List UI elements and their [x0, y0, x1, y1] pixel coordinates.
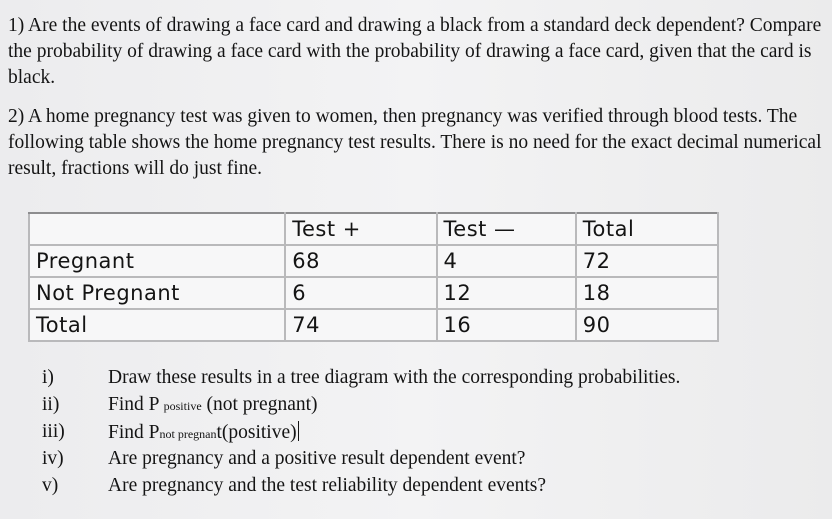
- table-cell: 6: [285, 277, 436, 309]
- table-row-label: Total: [29, 309, 285, 341]
- table-row: [29, 277, 718, 309]
- subquestion-text: [108, 421, 299, 444]
- table-header-cell: [29, 213, 285, 245]
- text-cursor: [298, 421, 299, 441]
- subquestion-text-pre: Find P: [108, 394, 164, 415]
- subquestion-number: i): [42, 367, 54, 388]
- question-2: 2) A home pregnancy test was given to women, then pregnancy was verified through blood tests. The following table shows the home pregnancy test results. There is no need for the exact decimal numerical result, fractions will do just fine.: [8, 106, 822, 179]
- table-cell: 72: [576, 245, 718, 277]
- pregnancy-test-table: [28, 212, 719, 342]
- subquestion-text-post: (not pregnant): [201, 394, 318, 415]
- subquestion-text-pre: Find P: [108, 422, 160, 443]
- table-row: [29, 245, 718, 277]
- table-cell: 90: [576, 309, 718, 341]
- table-cell: 68: [285, 245, 436, 277]
- table-row-label: Not Pregnant: [29, 277, 285, 309]
- table-row: [29, 309, 718, 341]
- table-header-cell: Test +: [285, 213, 436, 245]
- subquestion-text-post: t(positive): [216, 422, 297, 443]
- subscript-not-pregnant: not pregnan: [159, 427, 217, 441]
- subquestion-text: Are pregnancy and the test reliability dependent events?: [108, 475, 547, 496]
- table-header-cell: Total: [576, 213, 718, 245]
- table-cell: 4: [437, 245, 576, 277]
- subquestion-number: v): [42, 475, 59, 496]
- subquestion-text: [108, 394, 318, 416]
- table-cell: 16: [437, 309, 576, 341]
- subquestion-number: iv): [42, 448, 64, 469]
- subquestion-number: ii): [42, 394, 60, 415]
- table-cell: 74: [285, 309, 436, 341]
- table-header-row: [29, 213, 718, 245]
- subquestion-number: iii): [42, 421, 65, 442]
- question-1: 1) Are the events of drawing a face card and drawing a black from a standard deck dependent? Compare the probability of drawing a face card with the probability of drawing a face card, given that the card is black.: [8, 15, 822, 88]
- table-row-label: Pregnant: [29, 245, 285, 277]
- table-cell: 18: [576, 277, 718, 309]
- subquestion-text: Are pregnancy and a positive result dependent event?: [108, 448, 526, 469]
- subquestion-text: Draw these results in a tree diagram with the corresponding probabilities.: [108, 367, 681, 388]
- table-cell: 12: [437, 277, 576, 309]
- table-header-cell: Test —: [437, 213, 576, 245]
- subscript-positive: positive: [163, 399, 202, 413]
